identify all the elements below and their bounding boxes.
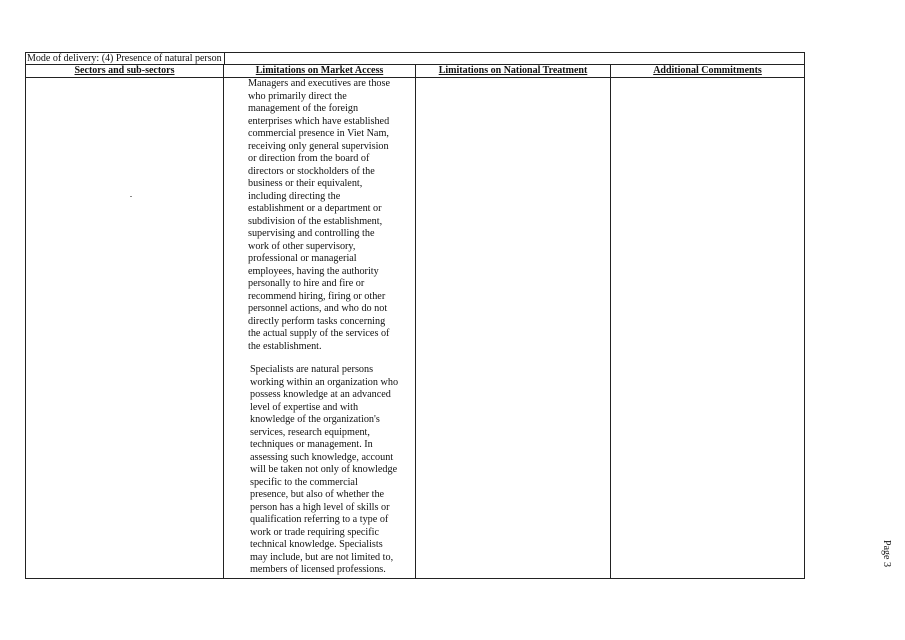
mode-of-delivery-row — [26, 53, 804, 65]
scan-speck — [130, 196, 132, 197]
mode-of-delivery-label: Mode of delivery: (4) Presence of natural person — [27, 53, 222, 64]
market-access-specialists-text: Specialists are natural persons working within an organization who possess knowledge at an advanced level of expertise and with knowledge of the organization's services, research equipment, techniques or management. In assessing such knowledge, account will be taken not only of knowledge specific to the commercial presence, but also of whether the person has a high level of skills or qualification referring to a type of work or trade requiring specific technical knowledge. Specialists may include, but are not limited to, members of licensed professions. — [250, 364, 399, 575]
header-national-treatment: Limitations on National Treatment — [438, 65, 588, 76]
mode-row-divider — [224, 53, 225, 64]
column-divider-3 — [610, 65, 611, 578]
market-access-managers-text: Managers and executives are those who primarily direct the management of the foreign enterprises which have established commercial presence in Viet Nam, receiving only general supervision or direction from the board of directors or stockholders of the business or their equivalent, including directing the establishment or a department or subdivision of the establishment, supervising and controlling the work of other supervisory, professional or managerial employees, having the authority personally to hire and fire or recommend hiring, firing or other personnel actions, and who do not directly perform tasks concerning the actual supply of the services of the establishment. — [248, 78, 390, 352]
schedule-table — [25, 52, 805, 579]
header-sectors: Sectors and sub-sectors — [74, 65, 175, 76]
header-market-access: Limitations on Market Access — [255, 65, 384, 76]
page-number: Page 3 — [880, 540, 892, 567]
column-divider-1 — [223, 65, 224, 578]
header-additional-commitments: Additional Commitments — [653, 65, 762, 76]
